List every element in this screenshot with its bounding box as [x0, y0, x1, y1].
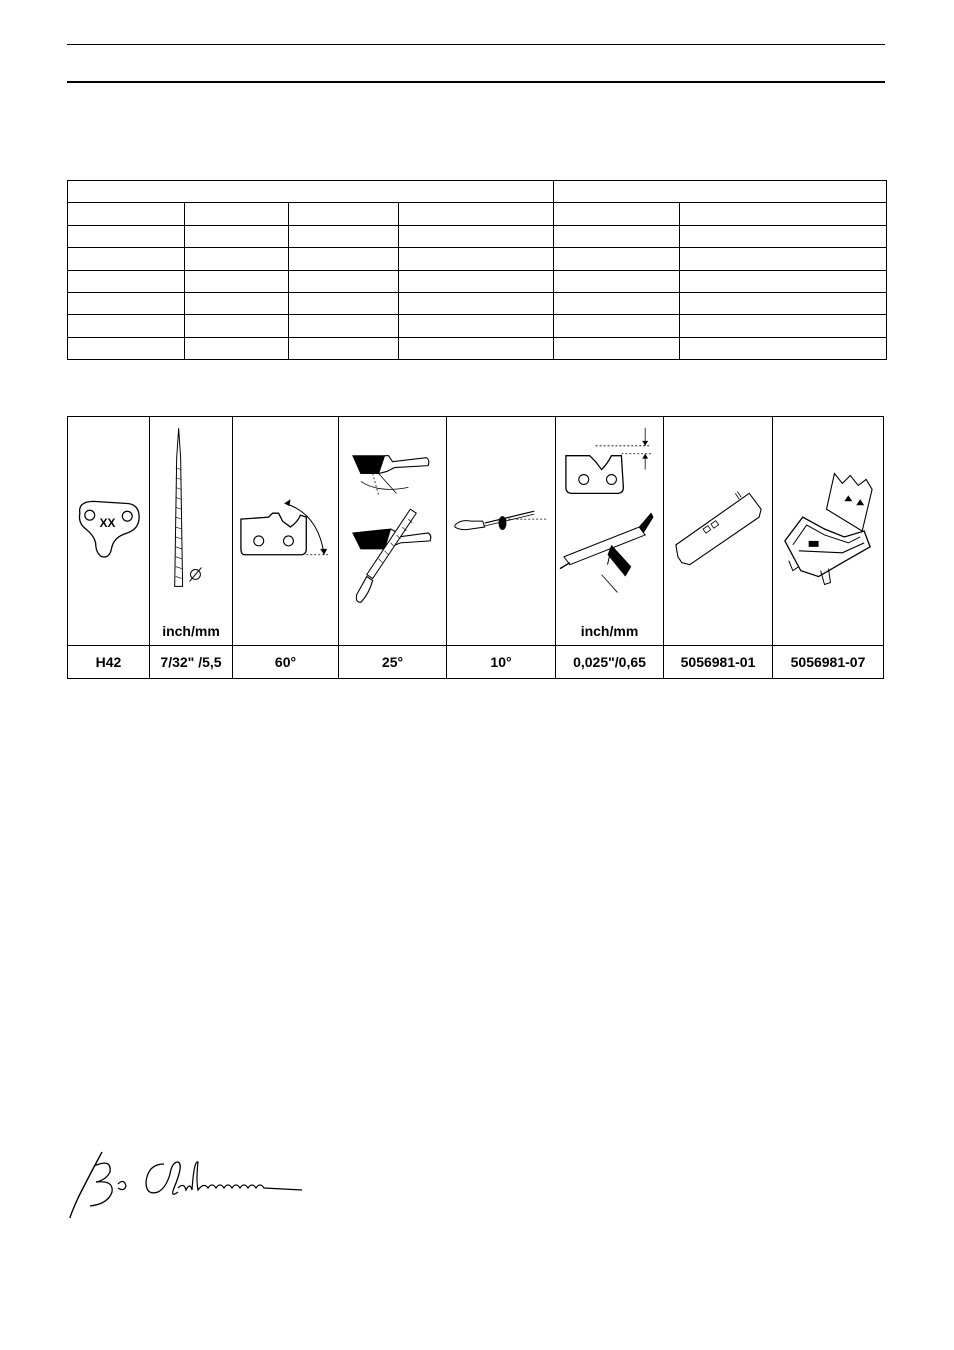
depth-unit-label: inch/mm	[580, 623, 639, 639]
top-plate-angle-cell	[233, 417, 339, 646]
depth-gauge-value: 0,025"/0,65	[556, 646, 664, 679]
file-guide-part-number: 5056981-07	[773, 646, 884, 679]
file-tilt-angle-icon	[447, 417, 555, 645]
file-size-cell	[150, 417, 233, 646]
table-row	[68, 248, 887, 270]
sharpening-data-table	[67, 416, 884, 679]
depth-gauge-icon	[556, 417, 663, 645]
table-row	[68, 225, 887, 247]
depth-tool-part-number: 5056981-01	[664, 646, 773, 679]
file-angle-cell	[339, 417, 447, 646]
file-guide-cell	[773, 417, 884, 646]
chain-link-xx-icon	[68, 417, 149, 645]
file-unit-label: inch/mm	[162, 623, 220, 639]
file-holder-angle-icon	[339, 417, 446, 645]
round-file-icon	[150, 417, 232, 645]
file-tilt-value: 10°	[447, 646, 556, 679]
file-tilt-cell	[447, 417, 556, 646]
file-diameter-value: 7/32" /5,5	[150, 646, 233, 679]
depth-tool-cell	[664, 417, 773, 646]
chain-link-cell	[68, 417, 150, 646]
chain-type-value: H42	[68, 646, 150, 679]
depth-gauge-tool-icon	[664, 417, 772, 645]
table-row	[68, 203, 887, 225]
header-rule-top	[67, 44, 885, 45]
svg-text:XX: XX	[99, 516, 116, 531]
table-row	[68, 292, 887, 314]
top-plate-angle-icon	[233, 417, 338, 645]
bar-chain-combination-table	[67, 180, 887, 360]
table-row	[68, 270, 887, 292]
file-angle-value: 25°	[339, 646, 447, 679]
illustration-row	[68, 417, 884, 646]
file-guide-tool-icon	[773, 417, 883, 645]
depth-gauge-cell	[556, 417, 664, 646]
signature-image	[66, 1148, 306, 1222]
top-plate-angle-value: 60°	[233, 646, 339, 679]
table-header-row	[68, 181, 887, 203]
header-rule-bottom	[67, 81, 885, 83]
table-row	[68, 337, 887, 359]
table-row	[68, 315, 887, 337]
value-row	[68, 646, 884, 679]
